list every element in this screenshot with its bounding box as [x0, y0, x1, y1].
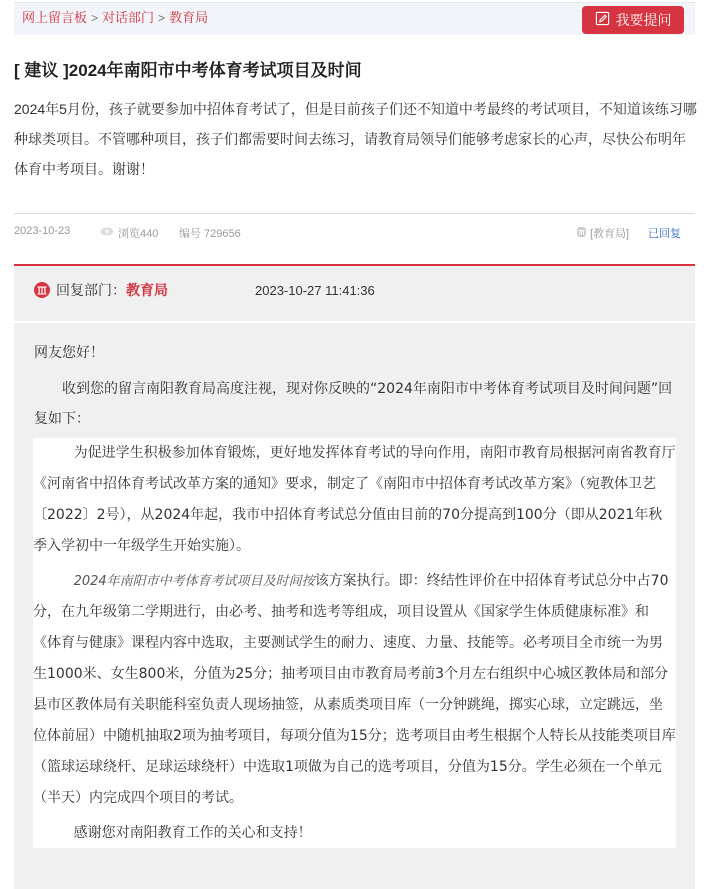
reply-department [56, 280, 168, 300]
reply-panel [14, 264, 695, 889]
reply-content-box [33, 438, 676, 848]
breadcrumb-education-bureau[interactable]: 教育局 [169, 10, 209, 25]
question-body: 2024年5月份，孩子就要参加中招体育考试了，但是目前孩子们还不知道中考最终的考试项目，不知道该练习哪种球类项目。不管哪种项目，孩子们都需要时间去练习，请教育局领导们能够考虑家长的心声，尽快公布明年体育中考项目。谢谢！ [14, 101, 697, 177]
view-count-label: 浏览440 [118, 228, 159, 240]
question-tag: [ 建议 ] [14, 61, 69, 80]
department-badge-icon [34, 282, 50, 298]
reply-status: 已回复 [648, 228, 681, 240]
breadcrumb [22, 10, 208, 26]
department-icon [577, 227, 586, 240]
divider [14, 213, 695, 214]
question-date: 2023-10-23 [14, 225, 71, 237]
reply-paragraph-1: 为促进学生积极参加体育锻炼，更好地发挥体育考试的导向作用，南阳市教育局根据河南省教育厅《河南省中招体育考试改革方案的通知》要求，制定了《南阳市中招体育考试改革方案》（宛教体卫艺〔2022〕2号），从2024年起，我市中招体育考试总分值由目前的70分提高到100分（即从2021年秋季入学初中一年级学生开始实施）。 [33, 445, 676, 554]
view-count [100, 225, 158, 241]
reply-body [34, 338, 676, 848]
top-bar [14, 2, 695, 35]
breadcrumb-dialogue-departments[interactable]: 对话部门 [102, 10, 155, 25]
breadcrumb-message-board[interactable]: 网上留言板 [22, 10, 88, 25]
reply-paragraph-2-text: 该方案执行。即：终结性评价在中招体育考试总分中占70分，在九年级第二学期进行，由必考、抽考和选考等组成，项目设置从《国家学生体质健康标准》和《体育与健康》课程内容中选取，主要测试学生的耐力、速度、力量、技能等。必考项目全市统一为男生1000米、女生800米，分值为25分；抽考项目由市教育局考前3个月左右组织中心城区教体局和部分县市区教体局有关职能科室负责人现场抽签，从素质类项目库（一分钟跳绳，掷实心球，立定跳远，坐位体前屈）中随机抽取2项为抽考项目，每项分值为15分；选考项目由考生根据个人特长从技能类项目库（篮球运球绕杆、足球运球绕杆）中选取1项做为自己的选考项目，分值为15分。学生必须在一个单元（半天）内完成四个项目的考试。 [33, 573, 676, 806]
question-title [14, 60, 362, 82]
question-department [577, 225, 629, 241]
reply-time: 2023-10-27 11:41:36 [255, 283, 375, 298]
question-number: 编号 729656 [179, 228, 241, 240]
reply-greeting: 网友您好！ [34, 345, 104, 361]
reply-paragraph-2-lead: 2024年南阳市中考体育考试项目及时间按 [73, 574, 315, 589]
breadcrumb-separator: > [158, 11, 166, 25]
reply-thanks: 感谢您对南阳教育工作的关心和支持！ [73, 825, 312, 841]
reply-paragraph-2 [33, 566, 676, 814]
reply-department-name: 教育局 [126, 282, 168, 298]
reply-header [14, 266, 695, 323]
reply-intro: 收到您的留言南阳教育局高度注视，现对你反映的“2024年南阳市中考体育考试项目及时间问题”回复如下： [34, 381, 673, 427]
pencil-edit-icon [595, 11, 610, 29]
department-label: [教育局] [590, 228, 630, 240]
breadcrumb-separator: > [91, 11, 99, 25]
ask-question-button[interactable] [582, 6, 684, 34]
eye-icon [100, 227, 114, 239]
question-title-text: 2024年南阳市中考体育考试项目及时间 [68, 61, 362, 80]
ask-question-label: 我要提问 [615, 12, 672, 28]
question-meta [14, 225, 695, 241]
reply-department-label: 回复部门： [56, 282, 126, 298]
